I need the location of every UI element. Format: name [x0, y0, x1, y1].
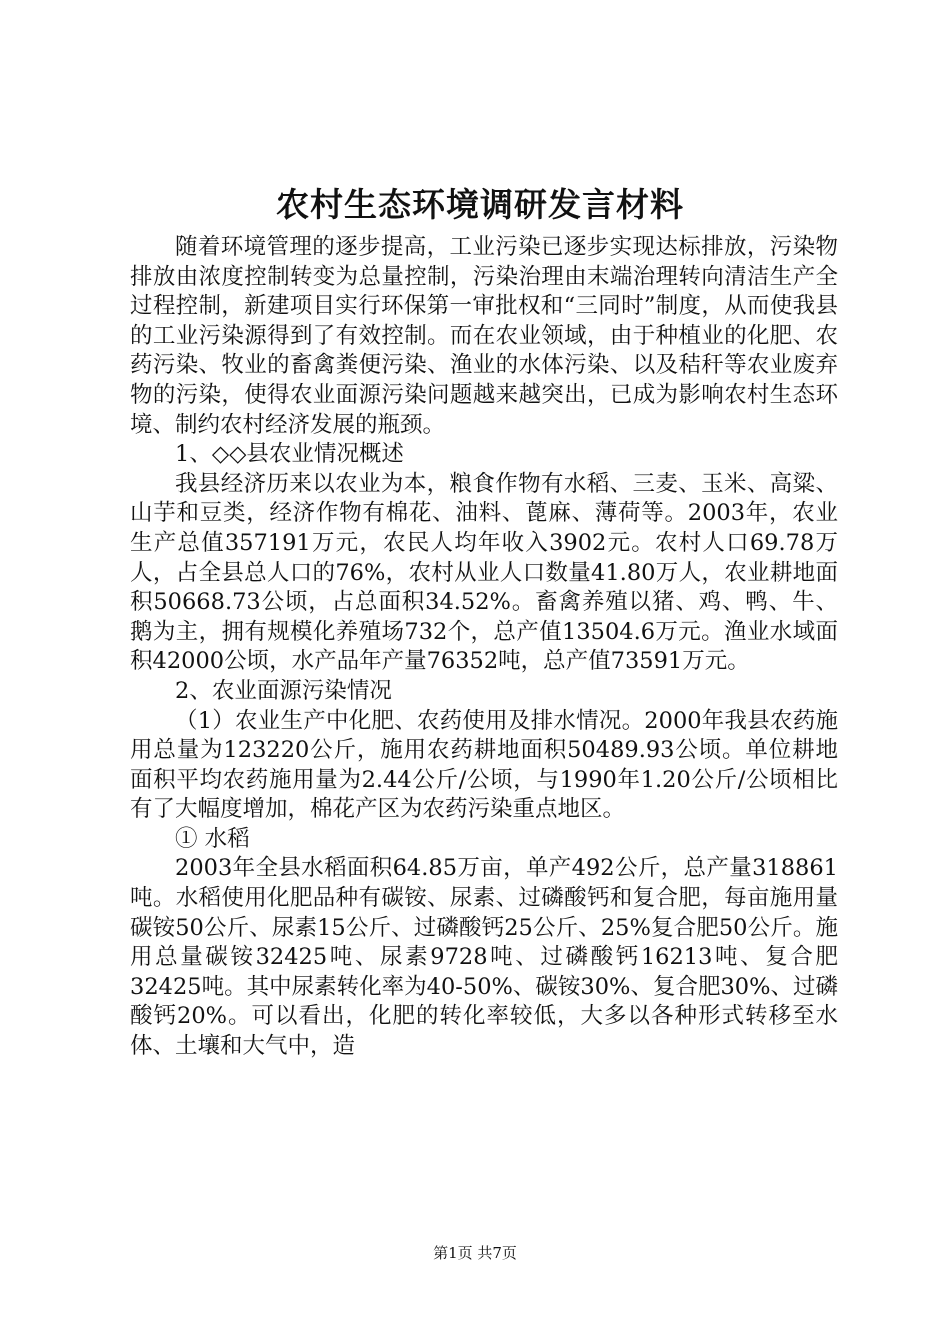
section-heading-1: 1、◇◇县农业情况概述 [175, 441, 404, 468]
paragraph-rice: 2003年全县水稻面积64.85万亩，单产492公斤，总产量318861吨。水稻使用化肥品种有碳铵、尿素、过磷酸钙和复合肥，每亩施用量碳铵50公斤、尿素15公斤、过磷酸钙25公斤、25%复合肥50公斤。施用总量碳铵32425吨、尿素9728吨、过磷酸钙16213吨、复合肥32425吨。其中尿素转化率为40-50%、碳铵30%、复合肥30%、过磷酸钙20%。可以看出，化肥的转化率较低，大多以各种形式转移至水体、土壤和大气中，造 [130, 855, 838, 1060]
document-title: 农村生态环境调研发言材料 [276, 185, 684, 224]
document-body [130, 233, 838, 1062]
paragraph-fertilizer-pesticide: （1）农业生产中化肥、农药使用及排水情况。2000年我县农药施用总量为123220公斤，施用农药耕地面积50489.93公顷。单位耕地面积平均农药施用量为2.44公斤/公顷，与1990年1.20公斤/公顷相比有了大幅度增加，棉花产区为农药污染重点地区。 [130, 707, 838, 823]
section-heading-2: 2、农业面源污染情况 [175, 677, 392, 704]
paragraph-intro: 随着环境管理的逐步提高，工业污染已逐步实现达标排放，污染物排放由浓度控制转变为总量控制，污染治理由末端治理转向清洁生产全过程控制，新建项目实行环保第一审批权和“三同时”制度，从而使我县的工业污染源得到了有效控制。而在农业领域，由于种植业的化肥、农药污染、牧业的畜禽粪便污染、渔业的水体污染、以及秸秆等农业废弃物的污染，使得农业面源污染问题越来越突出，已成为影响农村生态环境、制约农村经济发展的瓶颈。 [130, 234, 838, 438]
page-number-footer: 第1页 共7页 [433, 1244, 517, 1262]
subheading-rice: ① 水稻 [175, 825, 250, 852]
paragraph-overview: 我县经济历来以农业为本，粮食作物有水稻、三麦、玉米、高粱、山芋和豆类，经济作物有棉花、油料、蓖麻、薄荷等。2003年，农业生产总值357191万元，农民人均年收入3902元。农村人口69.78万人，占全县总人口的76%，农村从业人口数量41.80万人，农业耕地面积50668.73公顷，占总面积34.52%。畜禽养殖以猪、鸡、鸭、牛、鹅为主，拥有规模化养殖场732个，总产值13504.6万元。渔业水域面积42000公顷，水产品年产量76352吨，总产值73591万元。 [130, 470, 838, 675]
